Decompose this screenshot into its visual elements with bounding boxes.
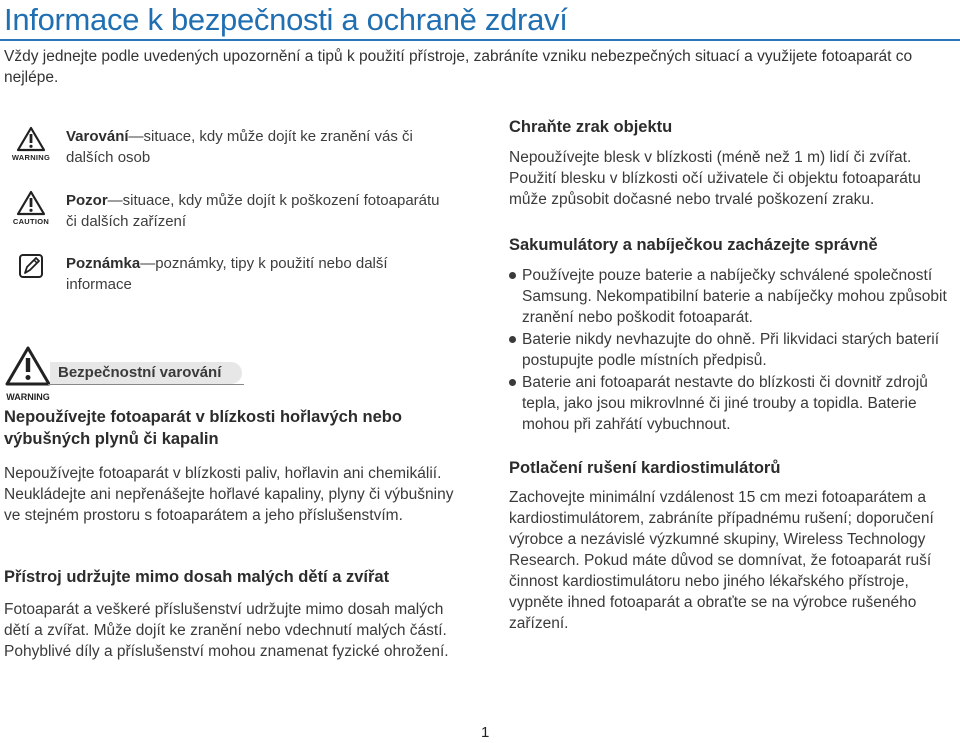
safety-heading: Bezpečnostní varování bbox=[50, 362, 242, 384]
list-item: Baterie nikdy nevhazujte do ohně. Při likvidaci starých baterií postupujte podle místních předpisů. bbox=[509, 329, 960, 371]
legend-warning-text: Varování—situace, kdy může dojít ke zranění vás či dalších osob bbox=[66, 128, 413, 166]
section-flammable bbox=[4, 406, 464, 526]
section-pacemaker bbox=[509, 457, 960, 634]
caution-icon: CAUTION bbox=[8, 190, 54, 226]
section-eyes bbox=[509, 116, 960, 210]
heading-underline bbox=[48, 384, 244, 385]
section-title: Nepoužívejte fotoaparát v blízkosti hořlavých nebo výbušných plynů či kapalin bbox=[4, 408, 402, 448]
legend-note-text: Poznámka—poznámky, tipy k použití nebo další informace bbox=[66, 255, 388, 293]
battery-list bbox=[509, 265, 960, 435]
section-batteries bbox=[509, 234, 960, 436]
section-title: Sakumulátory a nabíječkou zacházejte správně bbox=[509, 236, 878, 254]
warning-icon: WARNING bbox=[8, 126, 54, 162]
section-body: Nepoužívejte blesk v blízkosti (méně než 1 m) lidí či zvířat. Použití blesku v blízkosti očí uživatele či objektu fotoaparátu může způsobit dočasné nebo trvalé poškození zraku. bbox=[509, 149, 921, 208]
section-children bbox=[4, 566, 464, 662]
list-item: Používejte pouze baterie a nabíječky schválené společností Samsung. Nekompatibilní baterie a nabíječky mohou způsobit zranění nebo poškodit fotoaparát. bbox=[509, 265, 960, 328]
page-number: 1 bbox=[481, 724, 490, 741]
intro-text: Vždy jednejte podle uvedených upozornění a tipů k použití přístroje, zabráníte vzniku nebezpečných situací a využijete fotoaparát co nejlépe. bbox=[4, 48, 913, 86]
section-body: Fotoaparát a veškeré příslušenství udržujte mimo dosah malých dětí a zvířat. Může dojít ke zranění nebo vdechnutí malých částí. Pohyblivé díly a příslušenství mohou znamenat fyzické ohrožení. bbox=[4, 601, 449, 660]
title-rule bbox=[0, 39, 960, 41]
page-title: Informace k bezpečnosti a ochraně zdraví bbox=[4, 2, 568, 37]
section-title: Chraňte zrak objektu bbox=[509, 118, 673, 136]
warning-icon-large: WARNING bbox=[4, 346, 52, 402]
section-body: Nepoužívejte fotoaparát v blízkosti paliv, hořlavin ani chemikálií. Neukládejte ani nepřenášejte hořlavé kapaliny, plyny či výbušniny ve stejném prostoru s fotoaparátem a jeho příslušenstvím. bbox=[4, 465, 454, 524]
section-title: Přístroj udržujte mimo dosah malých dětí a zvířat bbox=[4, 568, 390, 586]
legend-caution-text: Pozor—situace, kdy může dojít k poškození fotoaparátu či dalších zařízení bbox=[66, 192, 440, 230]
section-body: Zachovejte minimální vzdálenost 15 cm mezi fotoaparátem a kardiostimulátorem, zabráníte případnému rušení; doporučení výrobce a nezávislé výzkumné skupiny, Wireless Technology Research. Pokud máte důvod se domnívat, že fotoaparát ruší činnost kardiostimulátoru nebo jiného lékařského přístroje, vypněte ihned fotoaparát a obraťte se na výrobce rušeného zařízení. bbox=[509, 489, 934, 632]
section-title: Potlačení rušení kardiostimulátorů bbox=[509, 459, 781, 477]
list-item: Baterie ani fotoaparát nestavte do blízkosti či dovnitř zdrojů tepla, jako jsou mikrovlnné či jiné trouby a topidla. Baterie mohou při zahřátí vybuchnout. bbox=[509, 372, 960, 435]
note-icon bbox=[8, 253, 54, 279]
